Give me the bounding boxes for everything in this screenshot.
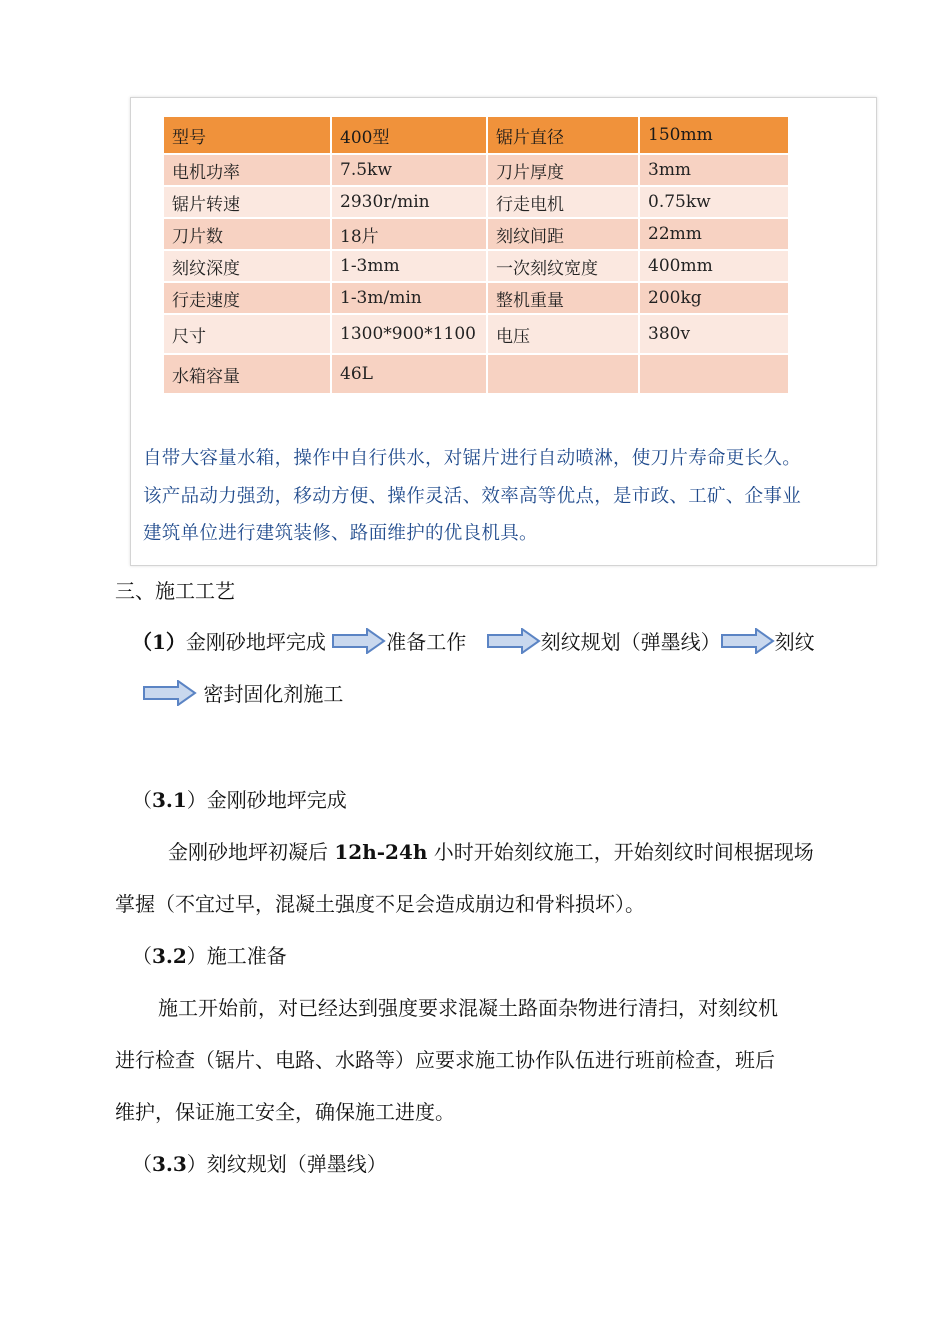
subsection-title: 施工准备: [206, 944, 287, 968]
table-cell: 1-3mm: [331, 250, 487, 282]
table-cell: 刻纹深度: [163, 250, 331, 282]
table-cell: 水箱容量: [163, 354, 331, 394]
table-row: [163, 154, 789, 186]
table-cell: 刻纹间距: [487, 218, 639, 250]
table-cell: 行走速度: [163, 282, 331, 314]
subsection-title: 刻纹规划（弹墨线）: [206, 1152, 387, 1176]
spec-description: [143, 440, 868, 553]
spec-table-header-row: [163, 116, 789, 154]
subsection-title: 金刚砂地坪完成: [206, 788, 347, 812]
table-row: [163, 218, 789, 250]
text-span: 金刚砂地坪初凝后: [168, 840, 335, 864]
table-row: [163, 250, 789, 282]
table-cell: 150mm: [639, 116, 789, 154]
flow-step: 刻纹规划（弹墨线）: [540, 630, 721, 654]
table-cell: 2930r/min: [331, 186, 487, 218]
subsection-heading-3-3: （3.3）刻纹规划（弹墨线）: [132, 1152, 387, 1176]
right-arrow-icon: [487, 628, 541, 654]
table-row: [163, 354, 789, 394]
flow-prefix: （1）: [132, 630, 186, 654]
subsection-heading-3-1: （3.1）金刚砂地坪完成: [132, 788, 347, 812]
paragraph-line: [168, 836, 814, 865]
spec-table: [162, 115, 790, 395]
subsection-heading-3-2: （3.2）施工准备: [132, 944, 287, 968]
table-cell: 400mm: [639, 250, 789, 282]
table-cell: 刀片数: [163, 218, 331, 250]
process-flow-continued: [143, 678, 343, 707]
right-arrow-icon: [332, 628, 386, 654]
table-cell: 一次刻纹宽度: [487, 250, 639, 282]
table-cell: 锯片直径: [487, 116, 639, 154]
table-cell: 行走电机: [487, 186, 639, 218]
table-cell: 7.5kw: [331, 154, 487, 186]
table-cell: 380v: [639, 314, 789, 354]
table-cell: [639, 354, 789, 394]
table-cell: 电机功率: [163, 154, 331, 186]
table-row: [163, 282, 789, 314]
section-title: 三、施工工艺: [115, 579, 235, 603]
table-cell: 18片: [331, 218, 487, 250]
table-cell: 400型: [331, 116, 487, 154]
table-row: [163, 314, 789, 354]
process-flow: [132, 626, 815, 655]
table-cell: 22mm: [639, 218, 789, 250]
paragraph-line: 进行检查（锯片、电路、水路等）应要求施工协作队伍进行班前检查，班后: [115, 1048, 775, 1072]
table-cell: [487, 354, 639, 394]
subsection-number: 3.2: [152, 944, 187, 968]
table-cell: 200kg: [639, 282, 789, 314]
paragraph-line: 维护，保证施工安全，确保施工进度。: [115, 1100, 455, 1124]
description-line: 该产品动力强劲，移动方便、操作灵活、效率高等优点，是市政、工矿、企事业: [143, 485, 802, 507]
paragraph-line: 掌握（不宜过早，混凝土强度不足会造成崩边和骨料损坏）。: [115, 892, 645, 916]
flow-step: 金刚砂地坪完成: [185, 630, 326, 654]
text-span-bold: 12h-24h: [334, 840, 428, 864]
table-cell: 尺寸: [163, 314, 331, 354]
right-arrow-icon: [143, 680, 197, 706]
subsection-number: 3.3: [152, 1152, 187, 1176]
flow-step: 准备工作: [386, 630, 467, 654]
table-cell: 46L: [331, 354, 487, 394]
subsection-number: 3.1: [152, 788, 187, 812]
flow-step: 刻纹: [774, 630, 815, 654]
table-row: [163, 186, 789, 218]
table-cell: 1300*900*1100: [331, 314, 487, 354]
flow-step: 密封固化剂施工: [203, 682, 344, 706]
right-arrow-icon: [721, 628, 775, 654]
table-cell: 整机重量: [487, 282, 639, 314]
description-line: 自带大容量水箱，操作中自行供水，对锯片进行自动喷淋，使刀片寿命更长久。: [143, 448, 802, 469]
text-span: 小时开始刻纹施工，开始刻纹时间根据现场: [427, 840, 814, 864]
table-cell: 刀片厚度: [487, 154, 639, 186]
table-cell: 型号: [163, 116, 331, 154]
table-cell: 3mm: [639, 154, 789, 186]
table-cell: 1-3m/min: [331, 282, 487, 314]
paragraph-line: 施工开始前，对已经达到强度要求混凝土路面杂物进行清扫，对刻纹机: [158, 996, 778, 1020]
table-cell: 0.75kw: [639, 186, 789, 218]
table-cell: 锯片转速: [163, 186, 331, 218]
description-line: 建筑单位进行建筑装修、路面维护的优良机具。: [143, 523, 538, 544]
table-cell: 电压: [487, 314, 639, 354]
